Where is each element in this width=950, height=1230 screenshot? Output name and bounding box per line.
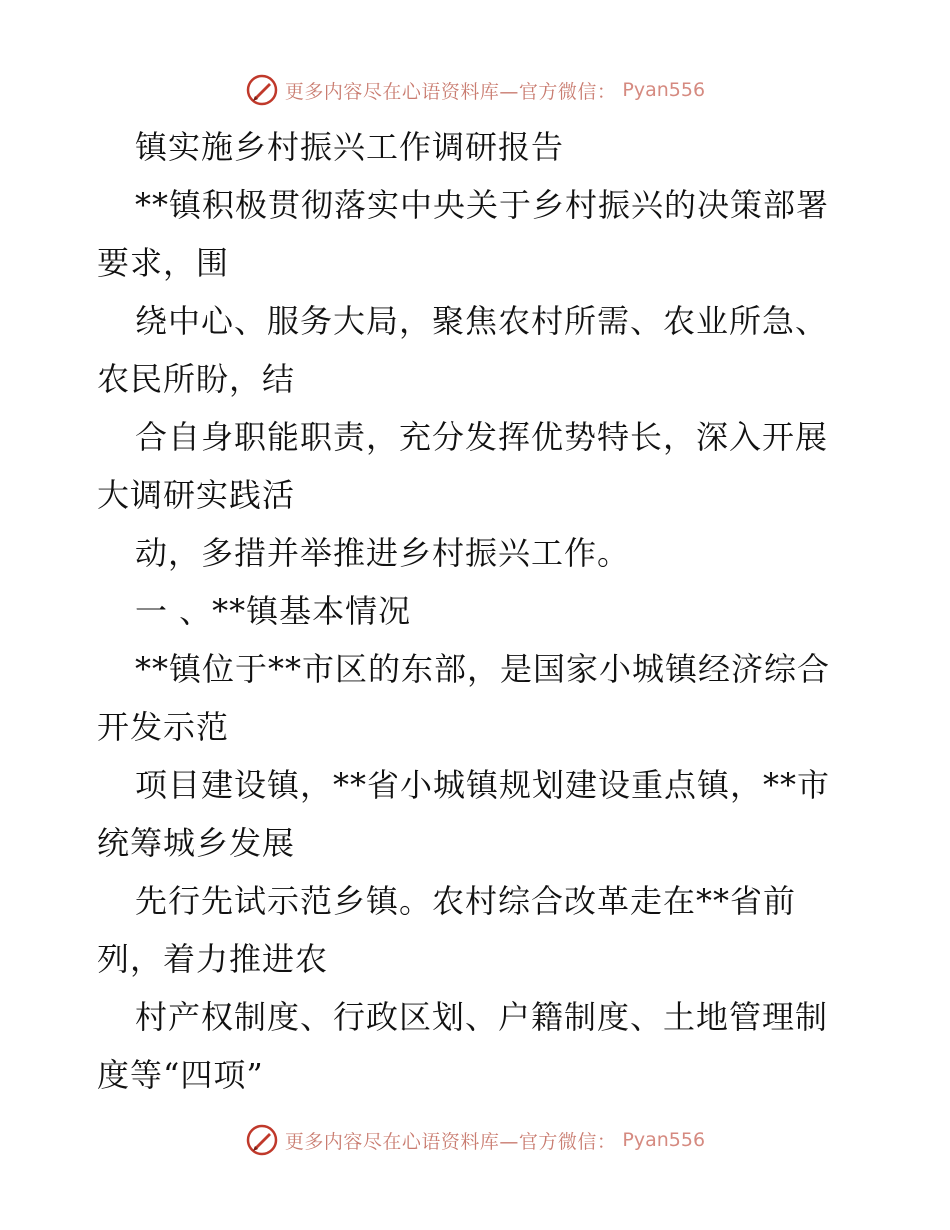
paragraph-line: 先行先试示范乡镇。农村综合改革走在**省前 — [135, 882, 797, 920]
paragraph-line: 动，多措并举推进乡村振兴工作。 — [135, 534, 631, 572]
paragraph-line: 项目建设镇，**省小城镇规划建设重点镇，**市 — [135, 766, 831, 804]
paragraph-line: 大调研实践活 — [97, 476, 296, 514]
footer-watermark — [0, 1120, 950, 1160]
watermark-text: 更多内容尽在心语资料库—官方微信： — [284, 80, 617, 103]
paragraph-line: **镇积极贯彻落实中央关于乡村振兴的决策部署 — [135, 186, 830, 224]
paragraph-line: **镇位于**市区的东部，是国家小城镇经济综合 — [135, 650, 831, 688]
paragraph-line: 村产权制度、行政区划、户籍制度、土地管理制 — [135, 998, 829, 1036]
document-body — [97, 118, 857, 1104]
document-title: 镇实施乡村振兴工作调研报告 — [135, 128, 565, 166]
section-heading: 一 、**镇基本情况 — [135, 592, 412, 630]
paragraph-line: 要求，围 — [97, 244, 230, 282]
header-watermark — [0, 70, 950, 110]
paragraph-line: 绕中心、服务大局，聚焦农村所需、农业所急、 — [135, 302, 829, 340]
paragraph-line: 统筹城乡发展 — [97, 824, 296, 862]
paragraph-line: 合自身职能职责，充分发挥优势特长，深入开展 — [135, 418, 829, 456]
quill-logo-icon — [245, 1123, 279, 1157]
quill-logo-icon — [245, 73, 279, 107]
watermark-text: 更多内容尽在心语资料库—官方微信： — [284, 1130, 617, 1153]
watermark-wechat-id: Pyan556 — [622, 1129, 706, 1151]
paragraph-line: 农民所盼，结 — [97, 360, 296, 398]
paragraph-line: 列，着力推进农 — [97, 940, 329, 978]
paragraph-line: 度等“四项” — [97, 1056, 264, 1094]
paragraph-line: 开发示范 — [97, 708, 230, 746]
watermark-wechat-id: Pyan556 — [622, 79, 706, 101]
